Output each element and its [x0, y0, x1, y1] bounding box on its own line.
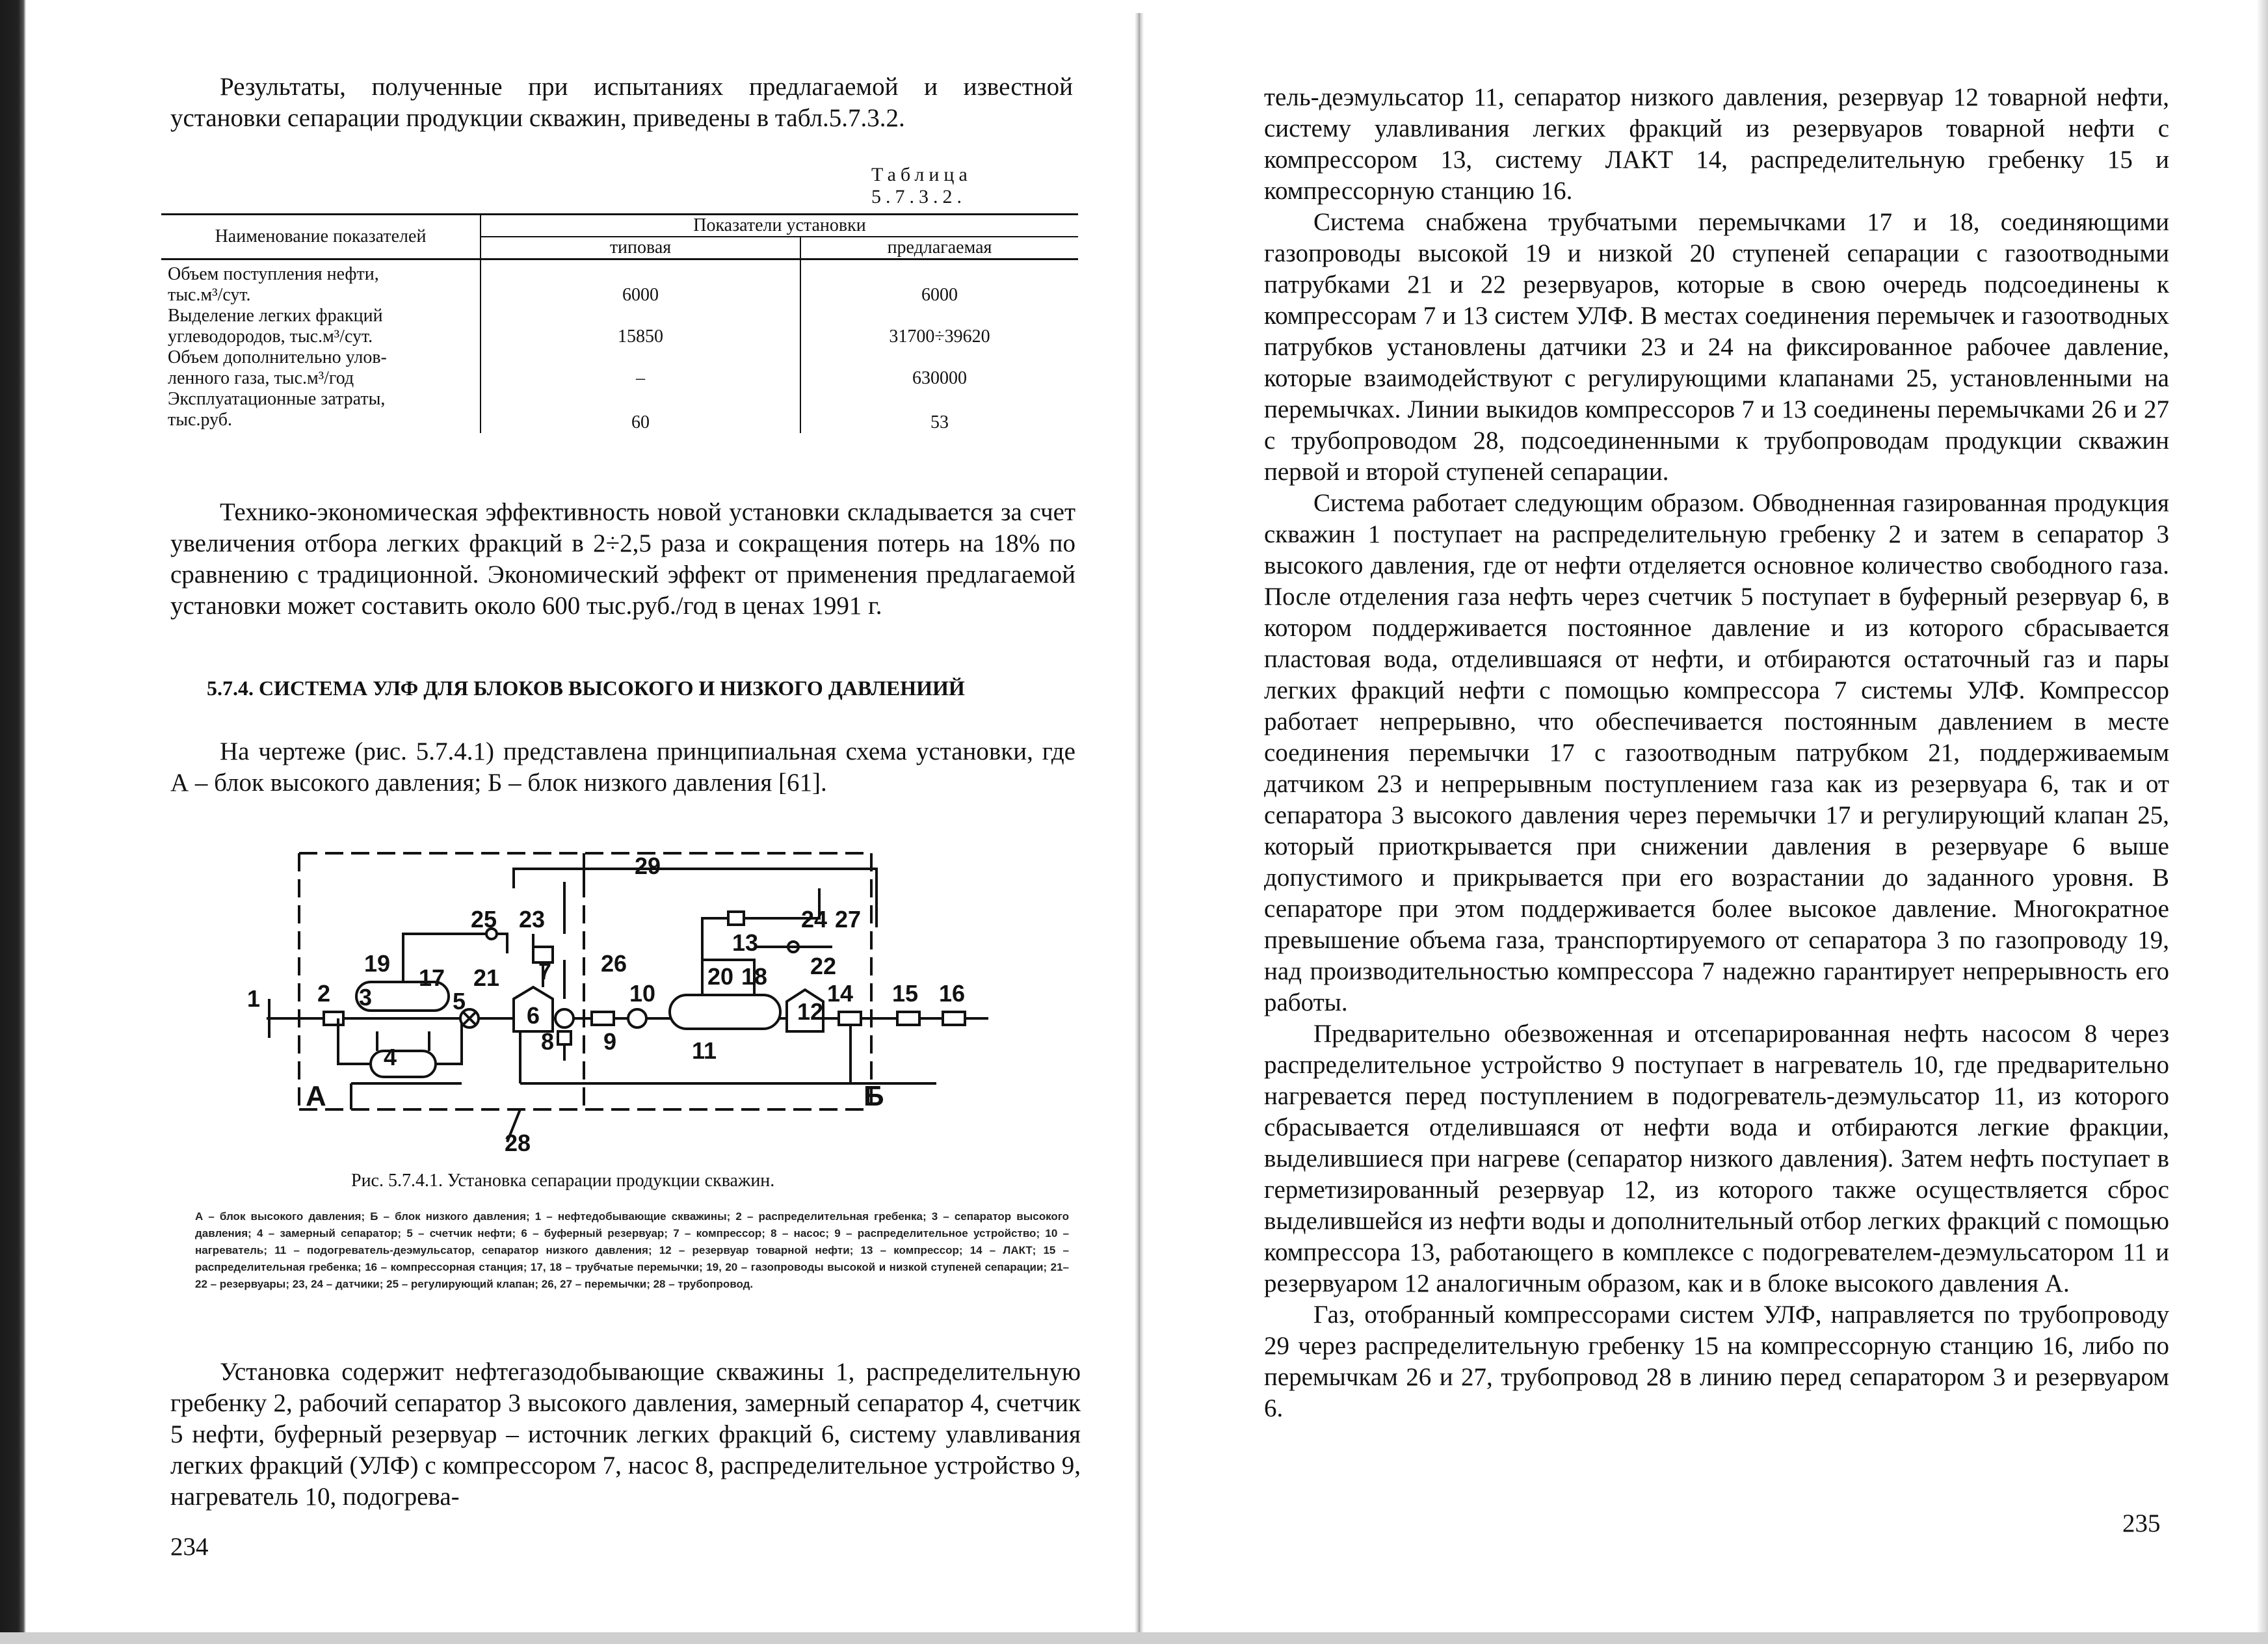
- label-n17: 17: [419, 964, 445, 991]
- label-n29: 29: [635, 853, 661, 879]
- installation-paragraph: [170, 1357, 1081, 1513]
- compressor-13: [728, 912, 744, 925]
- efficiency-text: Технико-экономическая эффективность новой установки складывается за счет увеличения отбора легких фракций в 2÷2,5 раза и сокращения потерь на 18% по сравнению с традиционной. Экономический эффект от применения предлагаемой установки может составить около 600 тыс.руб./год в ценах 1991 г.: [170, 498, 1075, 620]
- right-paragraph-3: Система работает следующим образом. Обводненная газированная продукция скважин 1 поступает на распределительную гребенку 2 и затем в сепаратор 3 высокого давления, где от нефти отделяется основное количество свободного газа. После отделения газа нефть через счетчик 5 поступает в буферный резервуар 6, в котором поддерживается постоянное давление и из которого сбрасывается пластовая вода, отделившаяся от нефти, и отбираются остаточный газ и пары легких фракций нефти с помощью компрессора 7 системы УЛФ. Компрессор работает непрерывно, что обеспечивается постоянным давлением в месте соединения перемычки 17 с газоотводным патрубком 21, поддерживаемым датчиком 23 и непрерывным поступлением газа как из резервуара 6, так и от сепаратора 3 высокого давления через перемычки 17 и регулирующий клапан 25, который приоткрывается при снижении давления в резервуаре 6 выше допустимого и прикрывается при его возрастании до заданного уровня. В сепараторе при этом поддерживается более высокое давление. Многократное превышение объема газа, транспортируемого от сепаратора 3 по газопроводу 19, над производительностью компрессора 7 надежно гарантирует непрерывность его работы.: [1264, 489, 2169, 1016]
- table-cell-proposed: 53: [930, 412, 949, 432]
- scan-bottom-edge: [0, 1632, 2268, 1644]
- book-spine: [1135, 13, 1144, 1644]
- table-header-typical: типовая: [481, 237, 800, 259]
- table-caption: Таблица 5.7.3.2.: [871, 164, 972, 207]
- right-paragraph-4: Предварительно обезвоженная и отсепарированная нефть насосом 8 через распределительное устройство 9 поступает в нагреватель 10, где предварительно нагревается перед поступлением в подогреватель-деэмульсатор 11, из которого сбрасывается отделившаяся от нефти вода и отбираются легкие фракции, выделившиеся при нагреве (сепаратор низкого давления). Затем нефть поступает в герметизированный резервуар 12, из которого также осуществляется сброс выделившейся из нефти воды и дополнительный отбор легких фракций с помощью компрессора 13, работающего в комплексе с подогревателем-деэмульсатором 11 и резервуаром 12 аналогичным образом, как и в блоке высокого давления А.: [1264, 1020, 2169, 1297]
- label-n26: 26: [601, 950, 627, 977]
- right-paragraph-1: тель-деэмульсатор 11, сепаратор низкого давления, резервуар 12 товарной нефти, систему улавливания легких фракций из резервуаров товарной нефти с компрессором 13, систему ЛАКТ 14, распределительную гребенку 15 и компрессорную станцию 16.: [1264, 83, 2169, 205]
- table-cell-typical: –: [481, 347, 800, 389]
- installation-schematic: [247, 843, 1001, 1155]
- label-n16: 16: [939, 980, 966, 1007]
- station-16: [943, 1012, 965, 1025]
- table-row: [161, 347, 1078, 389]
- label-n2: 2: [317, 980, 331, 1007]
- label-n27: 27: [835, 906, 862, 933]
- figure-caption: Рис. 5.7.4.1. Установка сепарации продукции скважин.: [351, 1171, 775, 1191]
- table-header-indicator: Наименование показателей: [161, 215, 481, 259]
- table-row: [161, 259, 1078, 306]
- right-paragraph-2: Система снабжена трубчатыми перемычками 17 и 18, соединяющими газопроводы высокой 19 и низкой 20 ступеней сепарации с газоотводными патрубками 21 и 22 резервуаров, которые в свою очередь подсоединены к компрессорам 7 и 13 систем УЛФ. В местах соединения перемычек и газоотводных патрубков установлены датчики 23 и 24 на фиксированное рабочее давление, которые взаимодействуют с регулирующими клапанами 25, установленными на перемычках. Линии выкидов компрессоров 7 и 13 соединены перемычками 26 и 27 с трубопроводом 28, подсоединенными к трубопроводам продукции скважин первой и второй ступеней сепарации.: [1264, 208, 2169, 486]
- label-n23: 23: [519, 906, 546, 933]
- label-n4: 4: [384, 1044, 397, 1070]
- drawing-paragraph: [170, 736, 1075, 799]
- label-n9: 9: [603, 1028, 617, 1055]
- lact-14: [839, 1012, 861, 1025]
- section-heading: 5.7.4. СИСТЕМА УЛФ ДЛЯ БЛОКОВ ВЫСОКОГО И НИЗКОГО ДАВЛЕНИИЙ: [207, 676, 965, 700]
- figure-legend: А – блок высокого давления; Б – блок низкого давления; 1 – нефтедобывающие скважины; 2 – распределительная гребенка; 3 – сепаратор высокого давления; 4 – замерный сепаратор; 5 – счетчик нефти; 6 – буферный резервуар; 7 – компрессор; 8 – насос; 9 – распределительное устройство; 10 – нагреватель; 11 – подогреватель-деэмульсатор, сепаратор низкого давления; 12 – резервуар товарной нефти; 13 – компрессор; 14 – ЛАКТ; 15 – распределительная гребенка; 16 – компрессорная станция; 17, 18 – трубчатые перемычки; 19, 20 – газопроводы высокой и низкой ступеней сепарации; 21– 22 – резервуары; 23, 24 – датчики; 25 – регулирующий клапан; 26, 27 – перемычки; 28 – трубопровод.: [195, 1210, 1069, 1290]
- table-cell-indicator: Объем поступления нефти, тыс.м³/сут.: [161, 259, 481, 306]
- table-cell-typical: 15850: [481, 306, 800, 347]
- right-paragraph-5: Газ, отобранный компрессорами систем УЛФ, направляется по трубопроводу 29 через распределительную гребенку 15 на компрессорную станцию 16, либо по перемычкам 26 и 27, трубопровод 28 в линию перед сепаратором 3 и резервуаром 6.: [1264, 1301, 2169, 1422]
- label-n15: 15: [892, 980, 919, 1007]
- table-cell-proposed: 31700÷39620: [889, 326, 990, 347]
- label-n1: 1: [247, 985, 261, 1012]
- intro-text: Результаты, полученные при испытаниях предлагаемой и известной установки сепарации продукции скважин, приведены в табл.5.7.3.2.: [170, 73, 1073, 132]
- comb-15: [897, 1012, 919, 1025]
- table-header-proposed: предлагаемая: [800, 237, 1078, 259]
- pump-8: [555, 1009, 574, 1028]
- table-row: [161, 389, 1078, 433]
- label-n11: 11: [692, 1037, 717, 1064]
- table-cell-indicator: Эксплуатационные затраты, тыс.руб.: [161, 389, 481, 433]
- label-n6: 6: [527, 1002, 540, 1029]
- label-n13: 13: [732, 929, 759, 956]
- label-n14: 14: [827, 980, 854, 1007]
- page-number-right: 235: [2122, 1509, 2161, 1537]
- label-n28: 28: [505, 1130, 531, 1155]
- label-block-b: Б: [864, 1080, 884, 1112]
- label-n22: 22: [810, 953, 837, 979]
- label-n7: 7: [538, 958, 552, 985]
- scan-right-edge: [2256, 0, 2268, 1644]
- intro-paragraph: [170, 72, 1073, 134]
- installation-text: Установка содержит нефтегазодобывающие скважины 1, распределительную гребенку 2, рабочий сепаратор 3 высокого давления, замерный сепаратор 4, счетчик 5 нефти, буферный резервуар – источник легких фракций 6, систему улавливания легких фракций (УЛФ) с компрессором 7, насос 8, распределительное устройство 9, нагреватель 10, подогрева-: [170, 1358, 1081, 1511]
- label-n8: 8: [541, 1028, 555, 1055]
- label-n12: 12: [797, 998, 824, 1025]
- table-cell-typical: 60: [481, 389, 800, 433]
- scan-left-edge: [0, 0, 26, 1644]
- table-row: [161, 306, 1078, 347]
- table-cell-proposed: 630000: [912, 368, 967, 388]
- table-header-group: Показатели установки: [481, 215, 1078, 237]
- right-text-column: [1264, 82, 2169, 1424]
- efficiency-paragraph: [170, 497, 1075, 622]
- label-n18: 18: [741, 963, 768, 990]
- label-n20: 20: [707, 963, 734, 990]
- table-cell-proposed: 6000: [921, 285, 958, 305]
- comparison-table: [161, 213, 1078, 433]
- heater-10: [628, 1009, 646, 1028]
- label-n10: 10: [629, 980, 656, 1007]
- table-cell-indicator: Объем дополнительно улов- ленного газа, тыс.м³/год: [161, 347, 481, 389]
- label-block-a: А: [306, 1080, 326, 1112]
- comb-2: [324, 1012, 343, 1025]
- label-n19: 19: [364, 950, 391, 977]
- label-n3: 3: [359, 984, 373, 1011]
- separator-11: [670, 995, 780, 1029]
- label-n25: 25: [471, 906, 497, 933]
- label-n5: 5: [453, 988, 466, 1014]
- drawing-text: На чертеже (рис. 5.7.4.1) представлена принципиальная схема установки, где А – блок высокого давления; Б – блок низкого давления [61].: [170, 737, 1075, 797]
- table-cell-typical: 6000: [481, 259, 800, 306]
- table-cell-indicator: Выделение легких фракций углеводородов, тыс.м³/сут.: [161, 306, 481, 347]
- page-number-left: 234: [170, 1533, 209, 1561]
- label-n21: 21: [473, 964, 500, 991]
- separator-4: [371, 1051, 436, 1077]
- label-n24: 24: [801, 906, 828, 933]
- device-9: [592, 1012, 614, 1025]
